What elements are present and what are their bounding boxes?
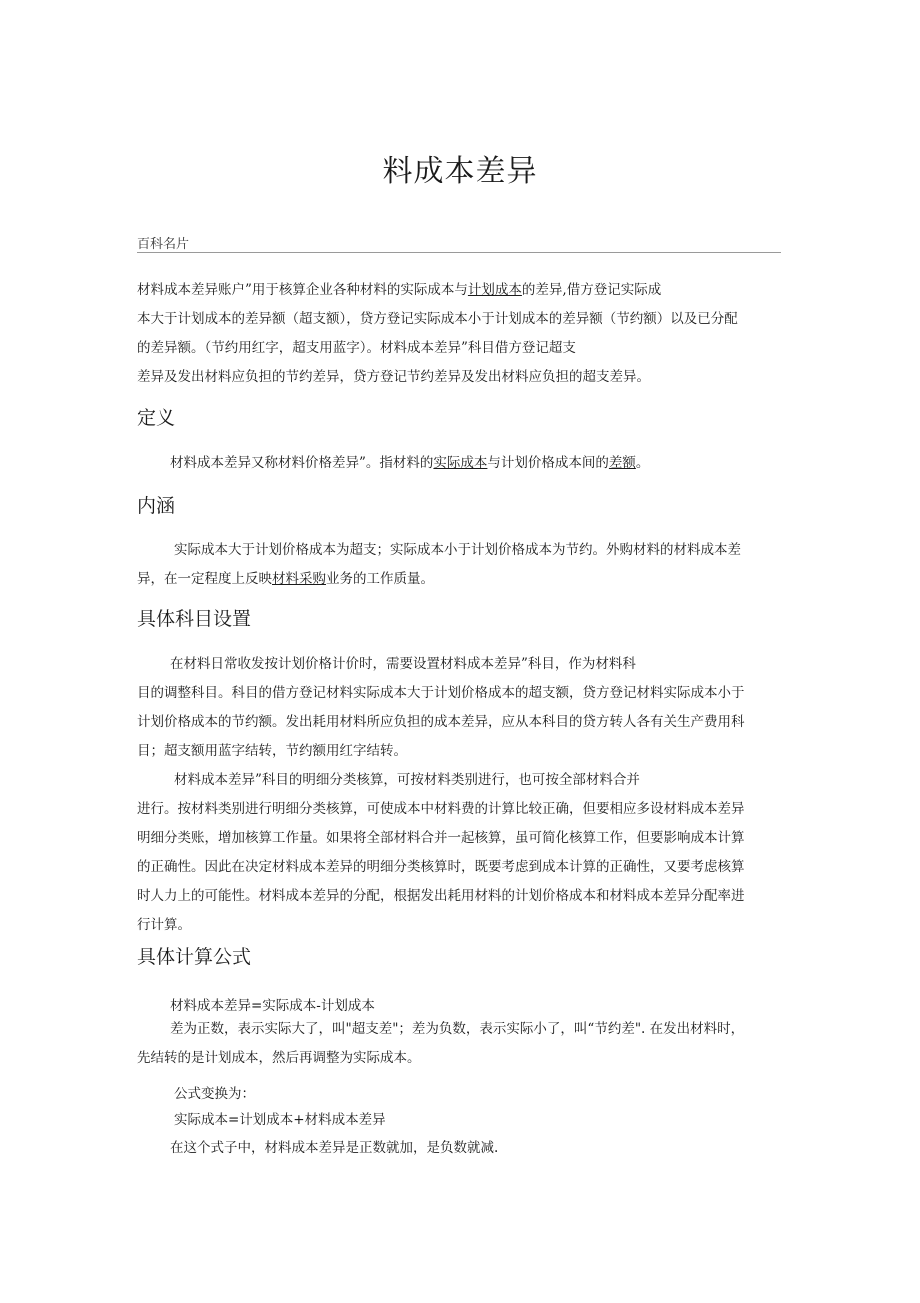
connotation-paragraph: 实际成本大于计划价格成本为超支；实际成本小于计划价格成本为节约。外购材料的材料成本差 异，在一定程度上反映材料采购业务的工作质量。 bbox=[137, 542, 741, 587]
heading-formula: 具体计算公式 bbox=[137, 946, 252, 968]
link-actual-cost[interactable]: 实际成本 bbox=[433, 455, 488, 471]
heading-account-setup: 具体科目设置 bbox=[137, 608, 252, 630]
link-difference[interactable]: 差额 bbox=[608, 455, 636, 471]
heading-connotation: 内涵 bbox=[137, 495, 176, 517]
heading-definition: 定义 bbox=[137, 407, 176, 429]
formula-transform-label: 公式变换为： bbox=[174, 1086, 255, 1102]
formula-actual-cost: 实际成本=计划成本+材料成本差异 bbox=[174, 1112, 386, 1128]
link-material-purchase[interactable]: 材料采购 bbox=[272, 571, 326, 587]
divider bbox=[137, 252, 781, 253]
intro-paragraph bbox=[137, 276, 782, 392]
link-plan-cost[interactable]: 计划成本 bbox=[467, 282, 522, 298]
intro-line: 差异及发出材料应负担的节约差异，贷方登记节约差异及发出材料应负担的超支差异。 bbox=[137, 369, 650, 385]
formula-note: 在这个式子中，材料成本差异是正数就加，是负数就减. bbox=[170, 1140, 499, 1156]
intro-line: 本大于计划成本的差异额（超支额），贷方登记实际成本小于计划成本的差异额（节约额）以及已分配 bbox=[137, 311, 738, 327]
formula-difference: 材料成本差异=实际成本-计划成本 bbox=[170, 998, 375, 1014]
card-label: 百科名片 bbox=[137, 237, 190, 252]
intro-line: 材料成本差异账户”用于核算企业各种材料的实际成本与计划成本的差异,借方登记实际成 bbox=[137, 282, 662, 298]
page-title: 料成本差异 bbox=[382, 154, 538, 189]
definition-paragraph: 材料成本差异又称材料价格差异”。指材料的实际成本与计划价格成本间的差额。 bbox=[170, 455, 650, 471]
intro-line: 的差异额。（节约用红字，超支用蓝字）。材料成本差异”科目借方登记超支 bbox=[137, 340, 576, 356]
formula-explanation: 差为正数，表示实际大了，叫"超支差"；差为负数，表示实际小了，叫“节约差". 在发出材料时， 先结转的是计划成本，然后再调整为实际成本。 bbox=[137, 1021, 745, 1066]
account-setup-paragraphs: 在材料日常收发按计划价格计价时，需要设置材料成本差异”科目，作为材料科 目的调整科目。科目的借方登记材料实际成本大于计划价格成本的超支额，贷方登记材料实际成本小于 计划价格成本的节约额。发出耗用材料所应负担的成本差异，应从本科目的贷方转人各有关生产费用科 目；超支额用蓝字结转，节约额用红字结转。 材料成本差异”科目的明细分类核算，可按材料类别进行，也可按全部材料合并 进行。按材料类别进行明细分类核算，可使成本中材料费的计算比较正确，但要相应多设材料成本差异 明细分类账，增加核算工作量。如果将全部材料合并一起核算，虽可简化核算工作，但要影响成本计算 的正确性。因此在决定材料成本差异的明细分类核算时，既要考虑到成本计算的正确性，又要考虑核算 时人力上的可能性。材料成本差异的分配，根据发出耗用材料的计划价格成本和材料成本差异分配率进 行计算。 bbox=[137, 656, 745, 933]
